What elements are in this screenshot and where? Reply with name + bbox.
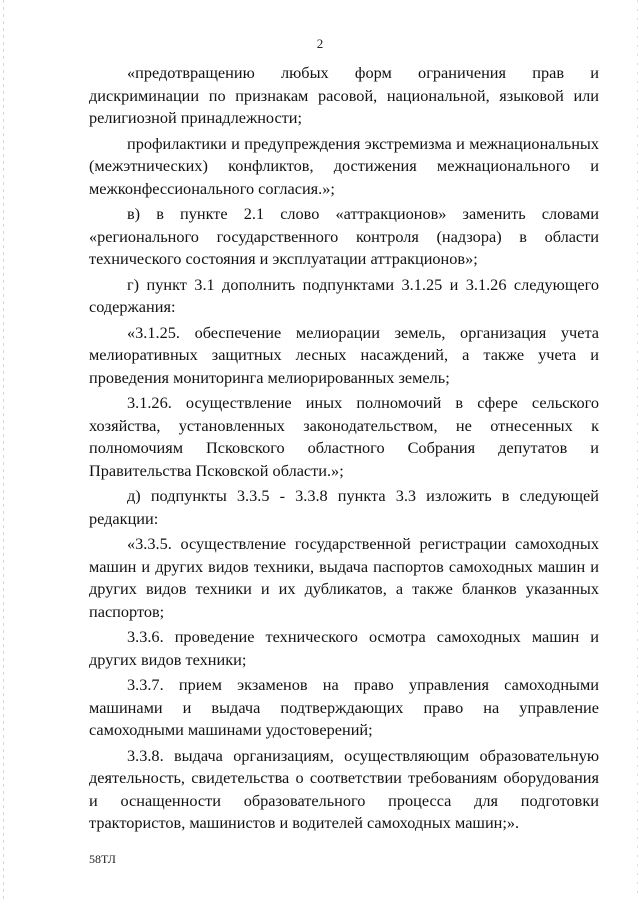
paragraph-item-v: в) в пункте 2.1 слово «аттракционов» заменить словами «регионального государственного контроля (надзора) в области технического состояния и эксплуатации аттракционов»; — [89, 204, 599, 268]
footer-code: 58ТЛ — [89, 852, 116, 866]
paragraph-item-g: г) пункт 3.1 дополнить подпунктами 3.1.25 и 3.1.26 следующего содержания: — [89, 274, 599, 316]
paragraph-discrimination: «предотвращению любых форм ограничения прав и дискриминации по признакам расовой, национальной, языковой или религиозной принадлежности; — [89, 63, 599, 127]
paragraph-3-1-26: 3.1.26. осуществление иных полномочий в сфере сельского хозяйства, установленных законодательством, не отнесенных к полномочиям Псковского областного Собрания депутатов и Правительства Псковской области.»; — [89, 393, 599, 480]
document-body — [89, 62, 599, 838]
page-number: 2 — [316, 36, 324, 51]
paragraph-3-1-25: «3.1.25. обеспечение мелиорации земель, организация учета мелиоративных защитных лесных насаждений, а также учета и проведения мониторинга мелиорированных земель; — [89, 322, 599, 387]
paragraph-extremism: профилактики и предупреждения экстремизма и межнациональных (межэтнических) конфликтов, достижения межнационального и межконфессионального согласия.»; — [89, 133, 599, 198]
paragraph-3-3-7: 3.3.7. прием экзаменов на право управления самоходными машинами и выдача подтверждающих право на управление самоходными машинами удостоверений; — [89, 675, 599, 739]
paragraph-3-3-6: 3.3.6. проведение технического осмотра самоходных машин и других видов техники; — [89, 627, 599, 669]
scan-edge-left — [3, 0, 4, 899]
paragraph-item-d: д) подпункты 3.3.5 - 3.3.8 пункта 3.3 изложить в следующей редакции: — [89, 486, 599, 528]
paragraph-3-3-8: 3.3.8. выдача организациям, осуществляющим образовательную деятельность, свидетельства о соответствии требованиям оборудования и оснащенности образовательного процесса для подготовки трактористов, машинистов и водителей самоходных машин;». — [89, 745, 599, 832]
paragraph-3-3-5: «3.3.5. осуществление государственной регистрации самоходных машин и других видов техники, выдача паспортов самоходных машин и других видов техники и их дубликатов, а также бланков указанных паспортов; — [89, 534, 599, 621]
scan-edge-right — [637, 0, 638, 899]
